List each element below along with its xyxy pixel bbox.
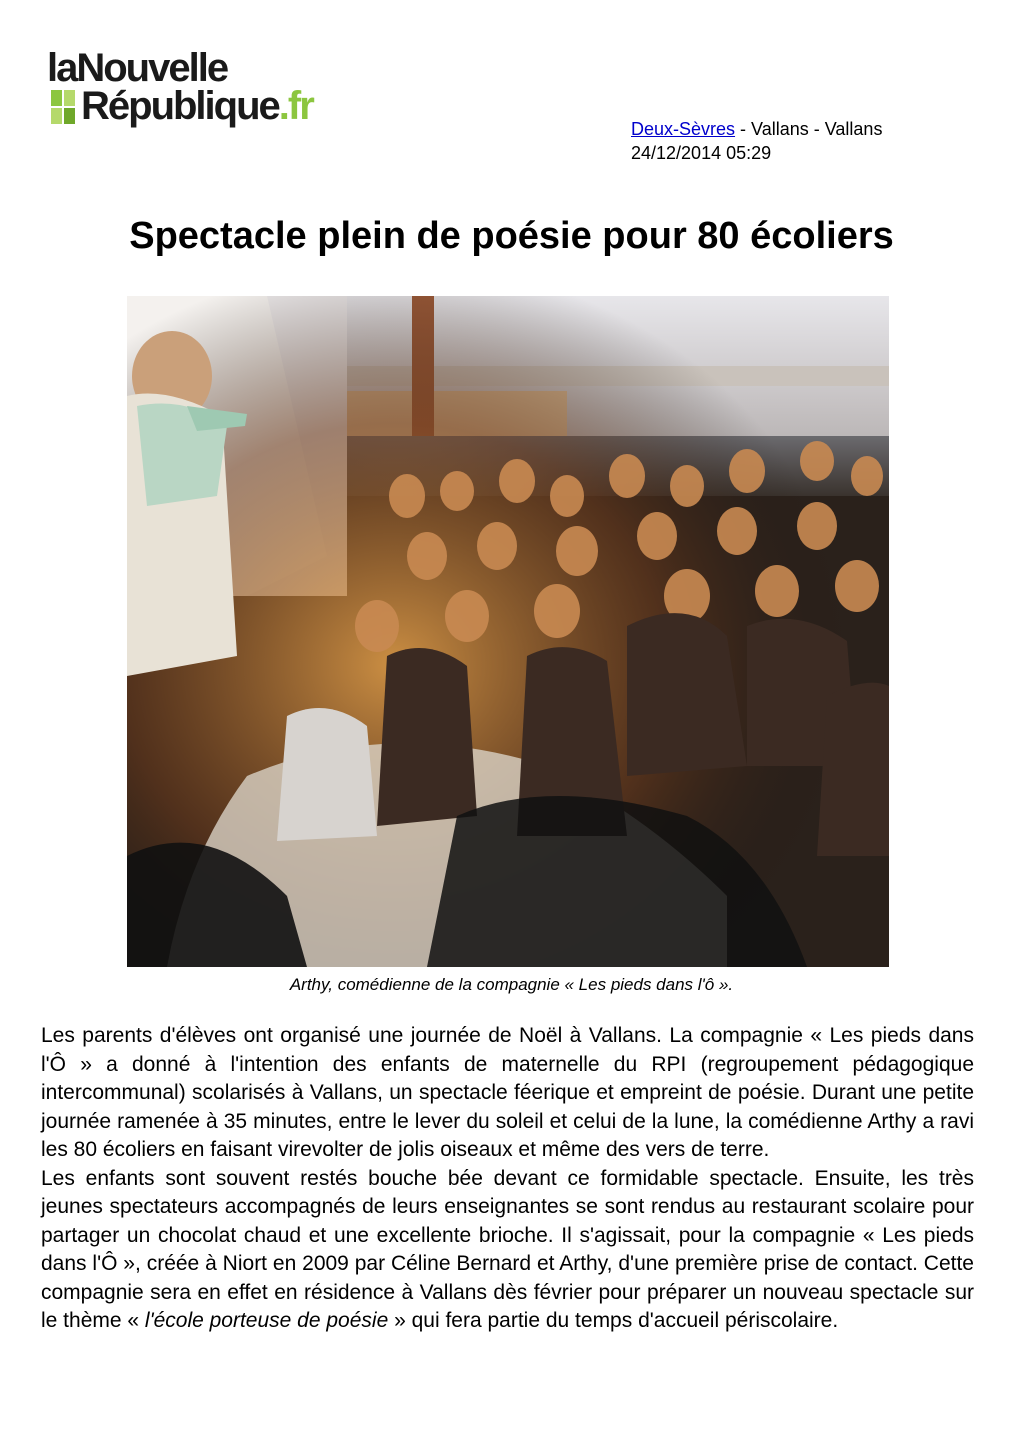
newspaper-logo bbox=[47, 46, 377, 136]
meta-location-line bbox=[631, 117, 882, 141]
logo-mark-icon bbox=[49, 88, 77, 126]
paragraph-2-text: Les enfants sont souvent restés bouche bée devant ce formidable spectacle. Ensuite, les très jeunes spectateurs accompagnés de leurs enseignantes se sont rendus au restaurant scolaire pour partager un chocolat chaud et une excellente brioche. Il s'agissait, pour la compagnie « Les pieds dans l'Ô », créée à Niort en 2009 par Céline Bernard et Arthy, d'une première prise de contact. Cette compagnie sera en effet en résidence à Vallans dès février pour préparer un nouveau spectacle sur le thème bbox=[41, 1166, 974, 1332]
article-photo bbox=[127, 296, 889, 967]
photo-caption: Arthy, comédienne de la compagnie « Les pieds dans l'ô ». bbox=[289, 975, 734, 994]
article-paragraph-2 bbox=[41, 1165, 974, 1336]
article-paragraph-1: Les parents d'élèves ont organisé une journée de Noël à Vallans. La compagnie « Les pieds dans l'Ô » a donné à l'intention des enfants de maternelle du RPI (regroupement pédagogique intercommunal) scolarisés à Vallans, un spectacle féerique et empreint de poésie. Durant une petite journée ramenée à 35 minutes, entre le lever du soleil et celui de la lune, la comédienne Arthy a ravi les 80 écoliers en faisant virevolter de jolis oiseaux et même des vers de terre. bbox=[41, 1024, 974, 1161]
article-meta bbox=[631, 117, 882, 165]
meta-location: - Vallans - Vallans bbox=[735, 119, 883, 139]
paragraph-2-emphasis: l'école porteuse de poésie bbox=[144, 1309, 389, 1332]
article-title: Spectacle plein de poésie pour 80 écoliers bbox=[129, 215, 894, 257]
logo-line-2 bbox=[81, 82, 313, 130]
logo-republique: République bbox=[81, 84, 279, 128]
paragraph-2-quote-open: « bbox=[127, 1309, 145, 1332]
paragraph-2-ending: » qui fera partie du temps d'accueil périscolaire. bbox=[388, 1309, 839, 1332]
section-link[interactable]: Deux-Sèvres bbox=[631, 119, 736, 139]
logo-line-1: laNouvelle bbox=[47, 46, 228, 90]
photo-illustration bbox=[127, 296, 889, 967]
logo-tld: .fr bbox=[278, 84, 313, 128]
meta-datetime: 24/12/2014 05:29 bbox=[631, 143, 772, 163]
article-body bbox=[41, 1022, 974, 1336]
